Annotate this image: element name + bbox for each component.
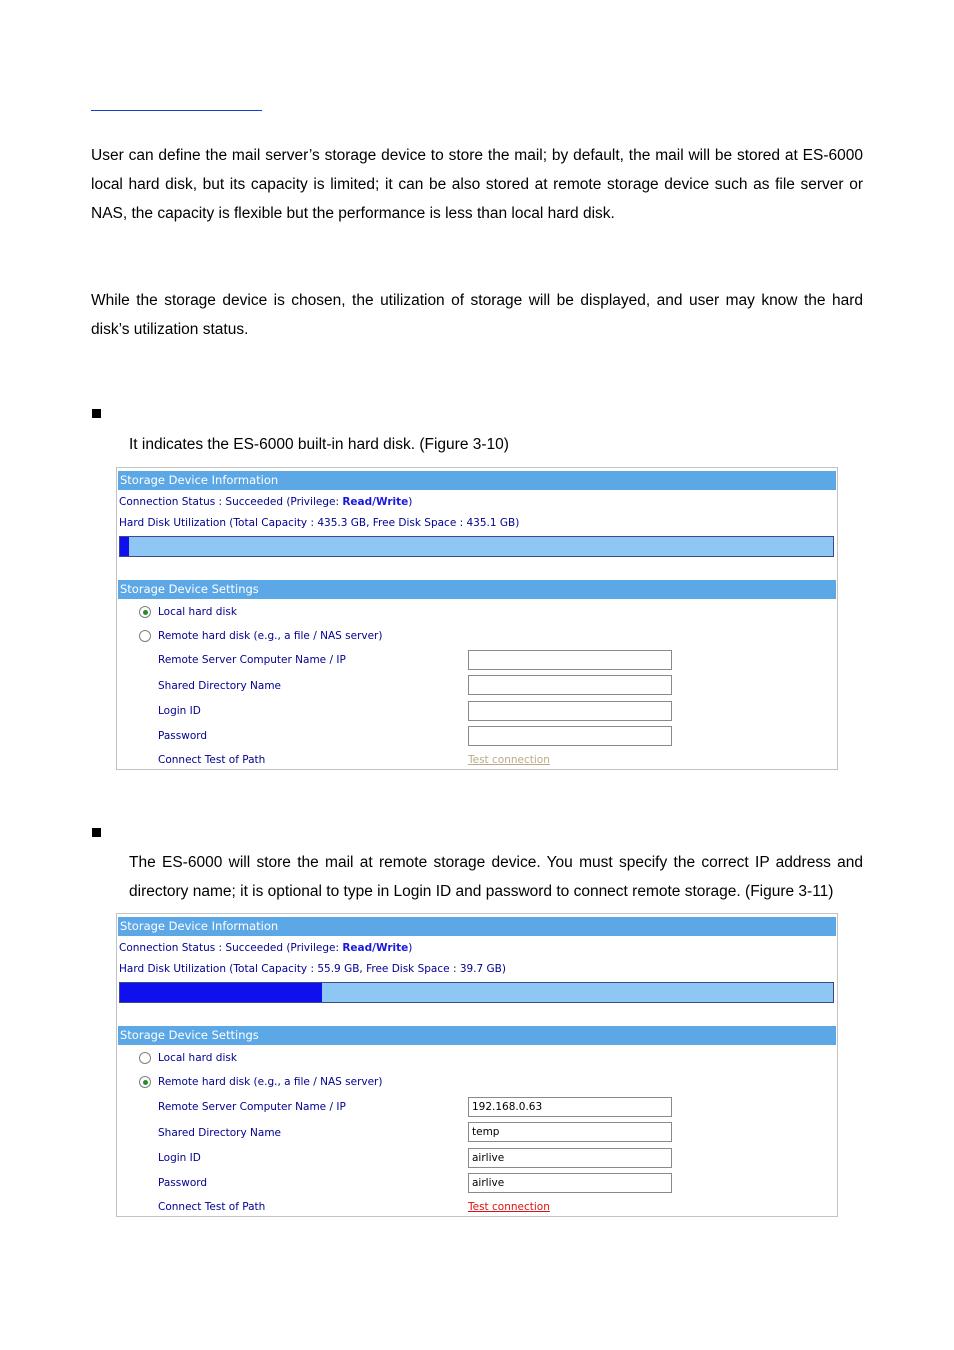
remote-hard-disk-label[interactable]: Remote hard disk (e.g., a file / NAS server) bbox=[158, 630, 383, 642]
privilege-value: Read/Write bbox=[342, 496, 409, 508]
login-id-input[interactable]: airlive bbox=[468, 1148, 672, 1168]
bullet-local-hard-disk bbox=[92, 409, 101, 418]
shared-directory-input[interactable] bbox=[468, 675, 672, 695]
disk-utilization-text: Hard Disk Utilization (Total Capacity : 435.3 GB, Free Disk Space : 435.1 GB) bbox=[119, 517, 520, 529]
figure-remote-storage-panel bbox=[116, 913, 838, 1217]
remote-hard-disk-label[interactable]: Remote hard disk (e.g., a file / NAS server) bbox=[158, 1076, 383, 1088]
utilization-paragraph: While the storage device is chosen, the utilization of storage will be displayed, and user may know the hard disk’s utilization status. bbox=[91, 292, 863, 338]
disk-utilization-bar bbox=[119, 982, 834, 1003]
intro-paragraph: User can define the mail server’s storage device to store the mail; by default, the mail will be stored at ES-6000 local hard disk, but its capacity is limited; it can be also stored at remote storage device such as file server or NAS, the capacity is flexible but the performance is less than local hard disk. bbox=[91, 147, 863, 222]
shared-directory-label: Shared Directory Name bbox=[158, 680, 282, 692]
password-input[interactable] bbox=[468, 726, 672, 746]
password-label: Password bbox=[158, 730, 208, 742]
login-id-label: Login ID bbox=[158, 705, 201, 717]
test-connection-link[interactable]: Test connection bbox=[468, 754, 550, 766]
storage-settings-header: Storage Device Settings bbox=[118, 580, 836, 599]
figure-local-storage-panel bbox=[116, 467, 838, 770]
shared-directory-input[interactable]: temp bbox=[468, 1122, 672, 1142]
privilege-value: Read/Write bbox=[342, 942, 409, 954]
storage-info-header: Storage Device Information bbox=[118, 917, 836, 936]
test-connection-link[interactable]: Test connection bbox=[468, 1201, 550, 1213]
remote-hard-disk-radio[interactable] bbox=[139, 1076, 151, 1088]
password-label: Password bbox=[158, 1177, 208, 1189]
disk-utilization-bar-fill bbox=[120, 537, 129, 556]
section-heading-underline bbox=[91, 110, 262, 111]
remote-server-input[interactable] bbox=[468, 650, 672, 670]
connect-test-label: Connect Test of Path bbox=[158, 1201, 266, 1213]
remote-server-label: Remote Server Computer Name / IP bbox=[158, 1101, 346, 1113]
password-input[interactable]: airlive bbox=[468, 1173, 672, 1193]
disk-utilization-bar bbox=[119, 536, 834, 557]
remote-hard-disk-radio[interactable] bbox=[139, 630, 151, 642]
connection-status: Connection Status : Succeeded (Privilege: Read/Write) bbox=[119, 496, 413, 508]
storage-settings-header: Storage Device Settings bbox=[118, 1026, 836, 1045]
disk-utilization-text: Hard Disk Utilization (Total Capacity : 55.9 GB, Free Disk Space : 39.7 GB) bbox=[119, 963, 506, 975]
remote-server-input[interactable]: 192.168.0.63 bbox=[468, 1097, 672, 1117]
bullet-remote-hard-disk bbox=[92, 828, 101, 837]
login-id-input[interactable] bbox=[468, 701, 672, 721]
connection-status: Connection Status : Succeeded (Privilege: Read/Write) bbox=[119, 942, 413, 954]
local-hard-disk-label[interactable]: Local hard disk bbox=[158, 1052, 237, 1064]
local-disk-description: It indicates the ES-6000 built-in hard disk. (Figure 3-10) bbox=[129, 436, 509, 453]
login-id-label: Login ID bbox=[158, 1152, 201, 1164]
remote-server-label: Remote Server Computer Name / IP bbox=[158, 654, 346, 666]
local-hard-disk-label[interactable]: Local hard disk bbox=[158, 606, 237, 618]
shared-directory-label: Shared Directory Name bbox=[158, 1127, 282, 1139]
local-hard-disk-radio[interactable] bbox=[139, 1052, 151, 1064]
local-hard-disk-radio[interactable] bbox=[139, 606, 151, 618]
remote-disk-description: The ES-6000 will store the mail at remote storage device. You must specify the correct IP address and directory name; it is optional to type in Login ID and password to connect remote storage. (Figure 3-11) bbox=[129, 854, 863, 900]
storage-info-header: Storage Device Information bbox=[118, 471, 836, 490]
connect-test-label: Connect Test of Path bbox=[158, 754, 266, 766]
disk-utilization-bar-fill bbox=[120, 983, 322, 1002]
